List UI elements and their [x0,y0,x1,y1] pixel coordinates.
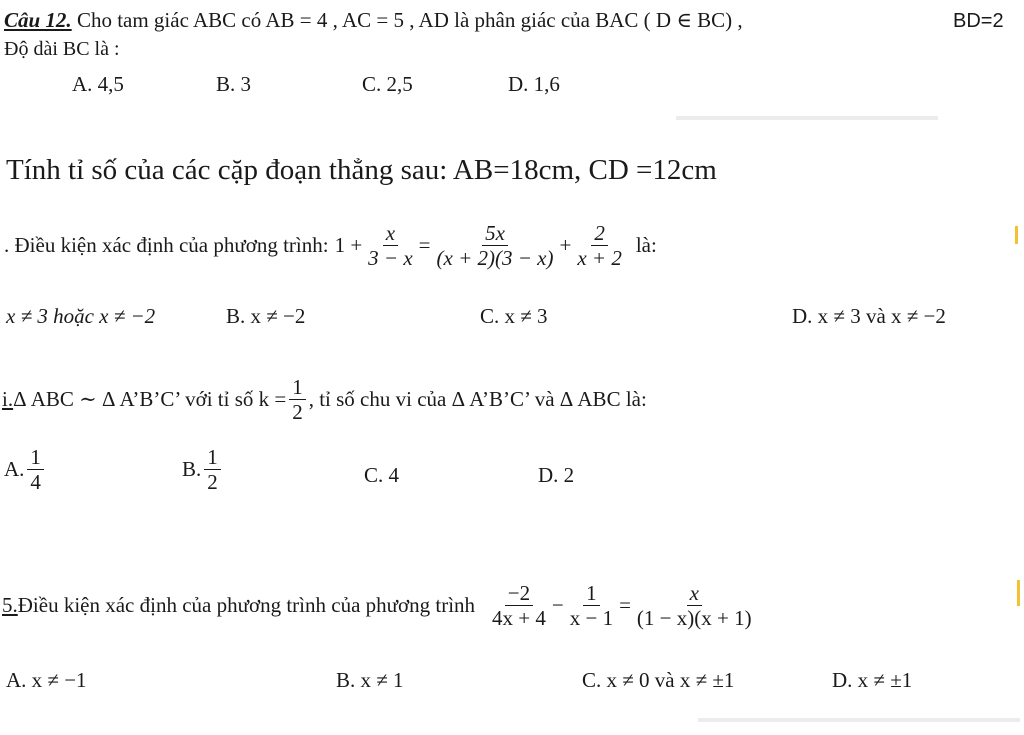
dkxd2-f3-den: (1 − x)(x + 1) [636,606,752,631]
similar-option-a-den: 4 [30,470,41,495]
dkxd2-option-c: C. x ≠ 0 và x ≠ ±1 [582,668,735,692]
dkxd1-line [4,222,657,269]
dkxd2-option-a: A. x ≠ −1 [6,668,87,692]
similar-option-a-label: A. [4,457,25,482]
dkxd2-f2-den: x − 1 [569,606,614,631]
dkxd1-suffix: là: [635,233,657,258]
q12-question: Độ dài BC là : [4,38,120,60]
similar-line [2,376,647,423]
dkxd1-equals: = [418,233,431,258]
dkxd2-f2-num: 1 [583,582,600,606]
dkxd1-f2-den: (x + 2)(3 − x) [436,246,554,271]
dkxd1-option-a: x ≠ 3 hoặc x ≠ −2 [6,304,156,328]
dkxd2-fraction-1 [489,582,549,629]
similar-option-a-num: 1 [27,446,44,470]
ratio-question: Tính tỉ số của các cặp đoạn thẳng sau: AB=18cm, CD =12cm [6,154,717,186]
q12-option-b: B. 3 [216,72,252,96]
dkxd1-f1-den: 3 − x [368,246,413,271]
dkxd2-option-b: B. x ≠ 1 [336,668,404,692]
dkxd1-fraction-2 [434,222,557,269]
q12-option-a: A. 4,5 [72,72,124,96]
q12-text: Cho tam giác ABC có AB = 4 , AC = 5 , AD là phân giác của BAC ( D ∈ BC) , [71,8,743,32]
similar-text-2: , tỉ số chu vi của Δ A’B’C’ và Δ ABC là: [308,387,647,412]
similar-text-1: Δ ABC ∼ Δ A’B’C’ với tỉ số k = [13,387,287,412]
dkxd2-fraction-2 [567,582,616,629]
dkxd2-f1-num: −2 [505,582,533,606]
dkxd1-option-d: D. x ≠ 3 và x ≠ −2 [792,304,946,328]
similar-option-c: C. 4 [364,463,400,487]
q12-option-d: D. 1,6 [508,72,560,96]
dkxd1-fraction-1 [365,222,416,269]
similar-option-b-label: B. [182,457,202,482]
dkxd1-prefix: . Điều kiện xác định của phương trình: [4,233,329,258]
dkxd1-f3-num: 2 [591,222,608,246]
q12-line [4,8,743,33]
similar-option-b [182,446,224,493]
dkxd1-plus: + [559,233,572,258]
dkxd1-option-c: C. x ≠ 3 [480,304,548,328]
q12-option-c: C. 2,5 [362,72,413,96]
dkxd2-equals: = [619,593,631,618]
dkxd1-option-b: B. x ≠ −2 [226,304,306,328]
margin-mark [1015,226,1018,244]
dkxd1-one-plus: 1 + [334,233,363,258]
dkxd2-f1-den: 4x + 4 [492,606,546,631]
similar-option-a-fraction [27,446,44,493]
similar-k-fraction [289,376,306,423]
similar-option-b-num: 1 [204,446,221,470]
similar-number: i. [2,387,14,412]
dkxd1-f1-num: x [383,222,398,246]
divider-line-2 [698,718,1020,722]
similar-k-den: 2 [292,400,303,425]
margin-mark-2 [1017,580,1020,606]
dkxd1-f2-num: 5x [482,222,508,246]
dkxd2-line [2,582,758,629]
dkxd2-fraction-3 [634,582,755,629]
similar-option-b-den: 2 [207,470,218,495]
q12-bd: BD=2 [953,10,1004,32]
dkxd2-number: 5. [2,593,18,618]
similar-k-num: 1 [289,376,306,400]
similar-option-b-fraction [204,446,221,493]
q12-label: Câu 12. [4,8,72,32]
similar-option-d: D. 2 [538,463,575,487]
dkxd1-fraction-3 [574,222,625,269]
dkxd2-option-d: D. x ≠ ±1 [832,668,913,692]
dkxd1-f3-den: x + 2 [577,246,622,271]
divider-line [676,116,938,120]
dkxd2-f3-num: x [687,582,702,606]
dkxd2-minus: − [551,593,564,618]
dkxd2-text: Điều kiện xác định của phương trình của phương trình [17,593,476,618]
similar-option-a [4,446,47,493]
